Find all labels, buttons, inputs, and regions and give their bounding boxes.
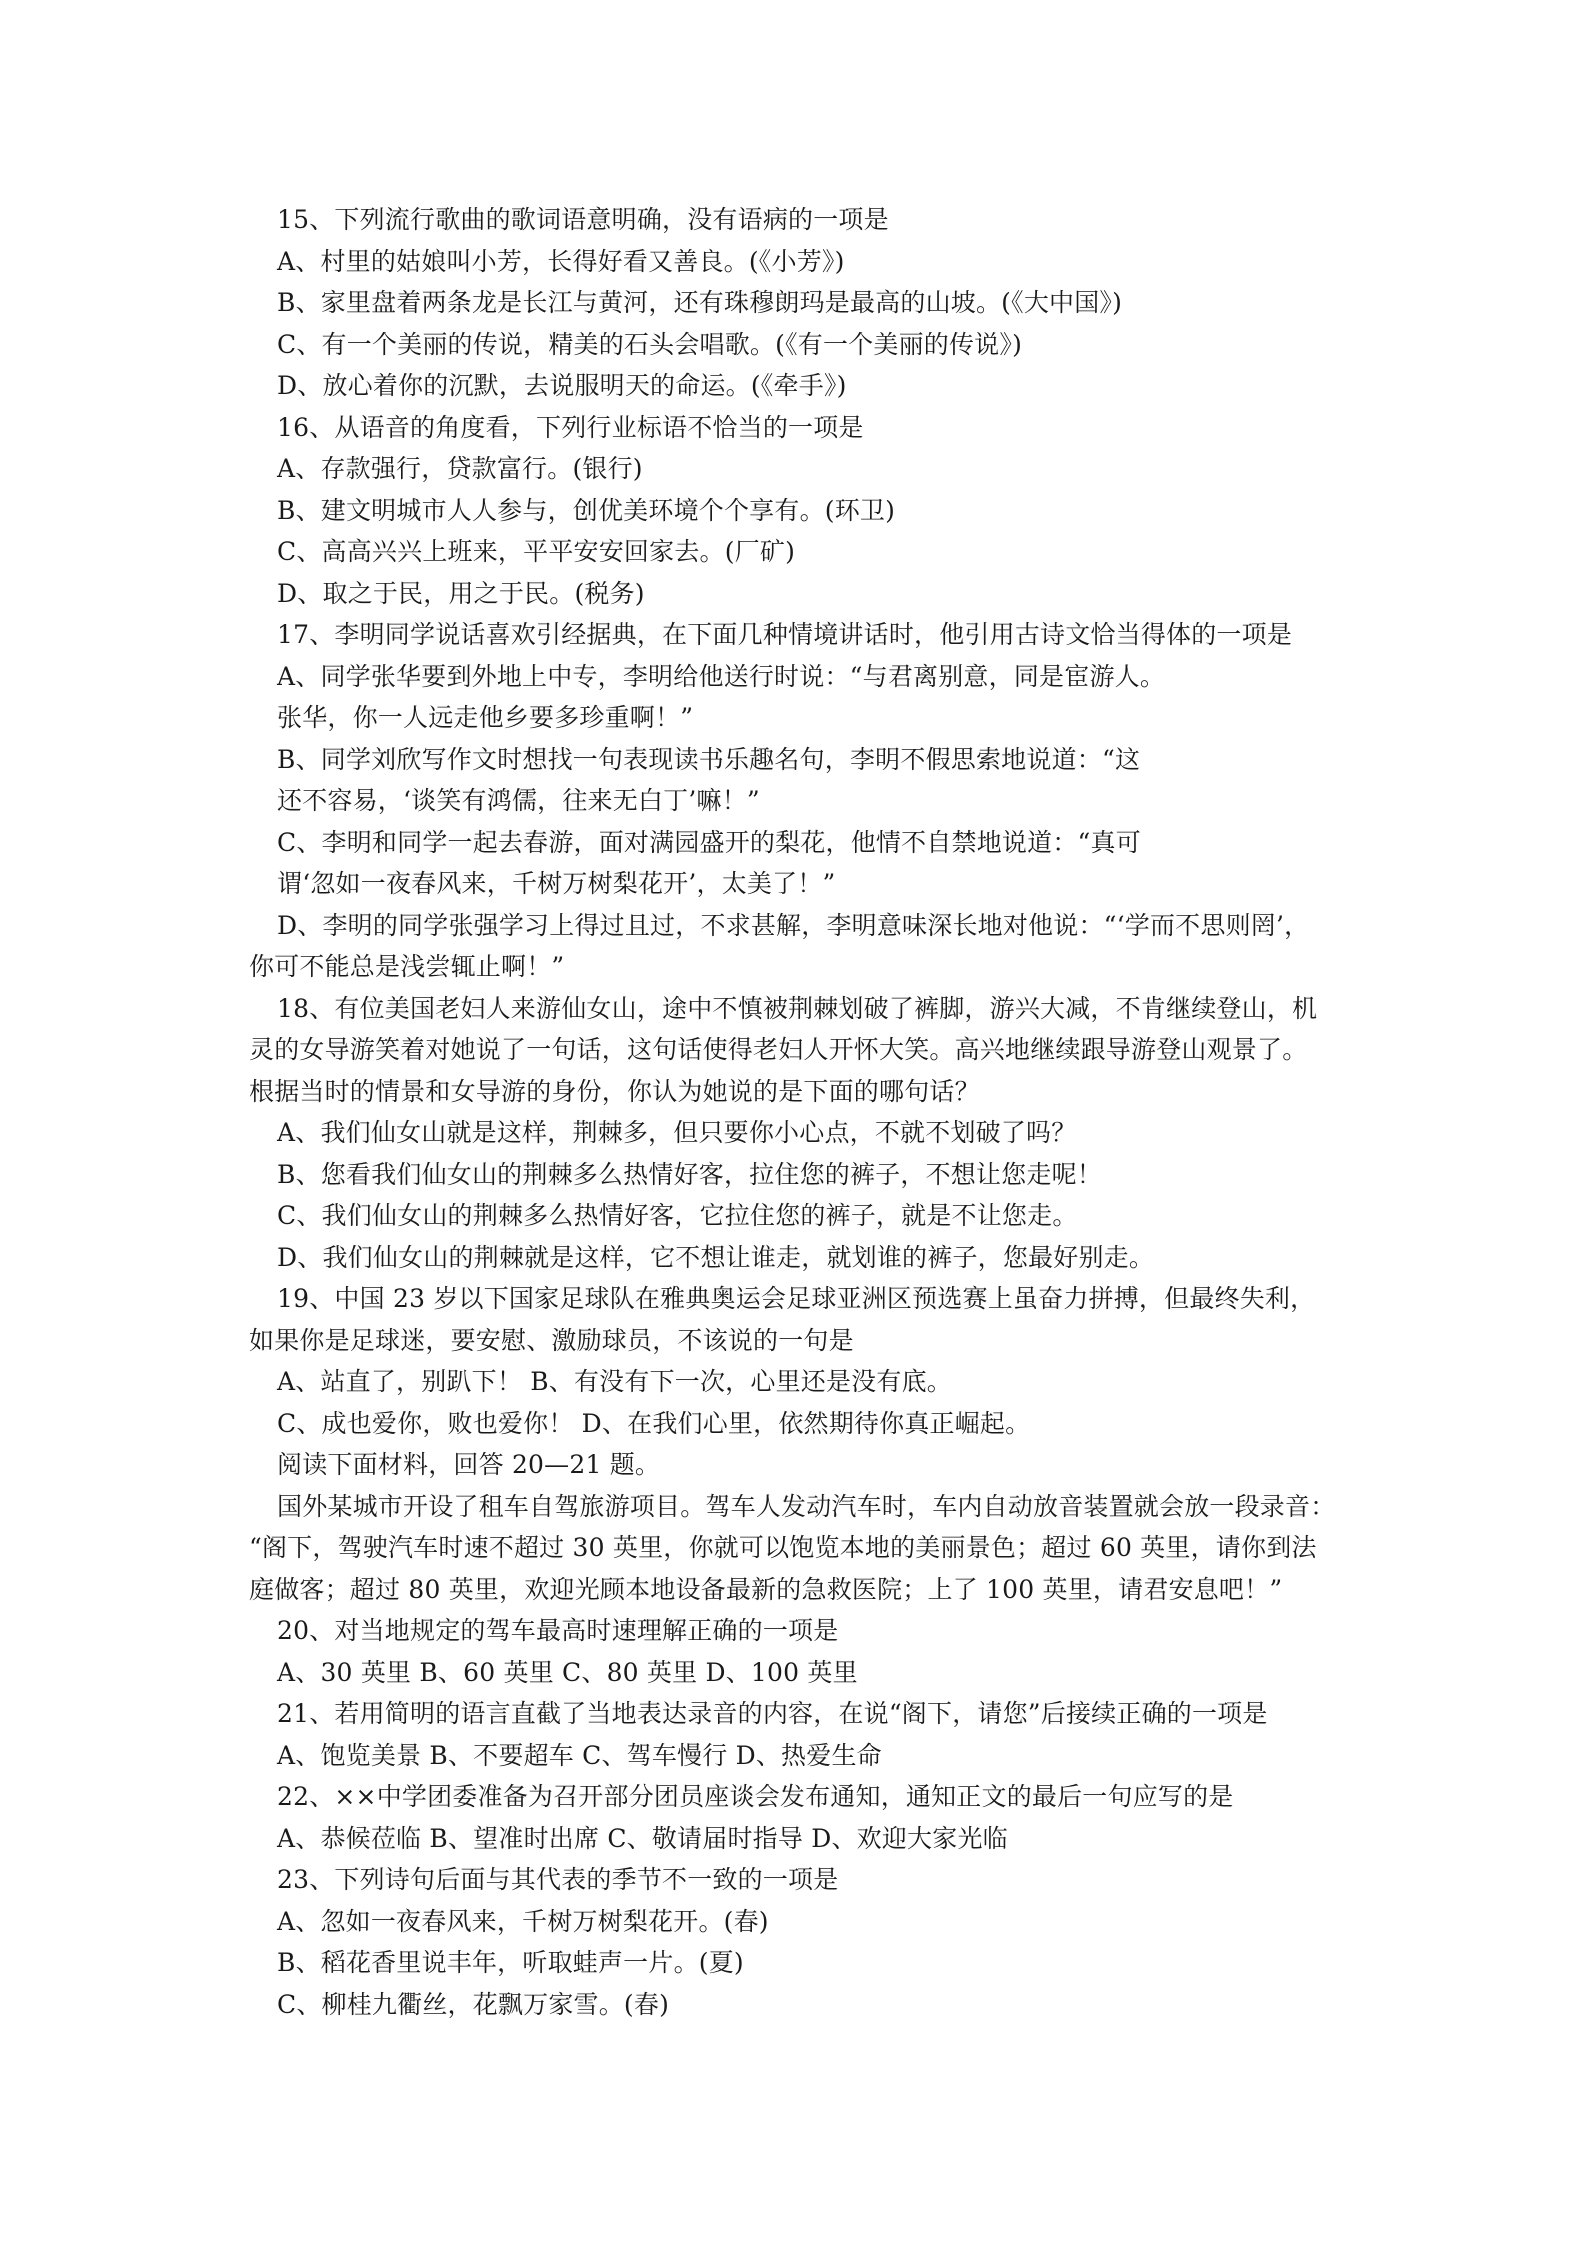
text-line: 庭做客；超过 80 英里，欢迎光顾本地设备最新的急救医院；上了 100 英里，请君安息吧！” [249, 1574, 1283, 1604]
text-line: C、我们仙女山的荆棘多么热情好客，它拉住您的裤子，就是不让您走。 [277, 1201, 1078, 1230]
text-line: B、您看我们仙女山的荆棘多么热情好客，拉住您的裤子，不想让您走呢！ [277, 1159, 1102, 1189]
text-line: 谓‘忽如一夜春风来，千树万树梨花开’，太美了！” [277, 869, 836, 898]
text-line: A、村里的姑娘叫小芳，长得好看又善良。(《小芳》) [277, 246, 845, 276]
text-line: C、有一个美丽的传说，精美的石头会唱歌。(《有一个美丽的传说》) [277, 329, 1023, 359]
text-line: 张华，你一人远走他乡要多珍重啊！” [277, 703, 694, 732]
text-line: 18、有位美国老妇人来游仙女山，途中不慎被荆棘划破了裤脚，游兴大减，不肯继续登山，机 [277, 993, 1318, 1023]
text-line: 还不容易，‘谈笑有鸿儒，往来无白丁’嘛！” [277, 786, 760, 815]
text-line: 如果你是足球迷，要安慰、激励球员，不该说的一句是 [249, 1325, 854, 1355]
text-line: 国外某城市开设了租车自驾旅游项目。驾车人发动汽车时，车内自动放音装置就会放一段录音： [277, 1491, 1336, 1521]
text-line: D、我们仙女山的荆棘就是这样，它不想让谁走，就划谁的裤子，您最好别走。 [277, 1242, 1155, 1272]
text-line: A、存款强行，贷款富行。(银行) [277, 454, 643, 483]
text-line: 19、中国 23 岁以下国家足球队在雅典奥运会足球亚洲区预选赛上虽奋力拼搏，但最终失利， [277, 1284, 1316, 1313]
text-line: D、取之于民，用之于民。(税务) [277, 578, 645, 608]
text-line: D、放心着你的沉默，去说服明天的命运。(《牵手》) [277, 371, 847, 400]
text-line: 20、对当地规定的驾车最高时速理解正确的一项是 [277, 1616, 839, 1645]
text-line: A、站直了，别趴下！ B、有没有下一次，心里还是没有底。 [277, 1367, 952, 1396]
text-line: A、饱览美景 B、不要超车 C、驾车慢行 D、热爱生命 [277, 1740, 882, 1770]
text-line: D、李明的同学张强学习上得过且过，不求甚解，李明意味深长地对他说：“‘学而不思则罔’， [277, 910, 1310, 940]
text-line: 15、下列流行歌曲的歌词语意明确，没有语病的一项是 [277, 205, 889, 234]
text-line: A、同学张华要到外地上中专，李明给他送行时说：“与君离别意，同是宦游人。 [277, 661, 1166, 691]
text-line: B、稻花香里说丰年，听取蛙声一片。(夏) [277, 1948, 744, 1977]
text-line: 22、××中学团委准备为召开部分团员座谈会发布通知，通知正文的最后一句应写的是 [277, 1782, 1234, 1811]
text-line: C、柳桂九衢丝，花飘万家雪。(春) [277, 1989, 670, 2019]
text-line: 16、从语音的角度看，下列行业标语不恰当的一项是 [277, 412, 864, 442]
text-line: B、建文明城市人人参与，创优美环境个个享有。(环卫) [277, 495, 896, 525]
text-line: C、成也爱你，败也爱你！ D、在我们心里，依然期待你真正崛起。 [277, 1408, 1031, 1438]
text-line: A、忽如一夜春风来，千树万树梨花开。(春) [277, 1906, 769, 1936]
text-line: “阁下，驾驶汽车时速不超过 30 英里，你就可以饱览本地的美丽景色；超过 60 英里，请你到法 [249, 1533, 1317, 1562]
text-line: 21、若用简明的语言直截了当地表达录音的内容，在说“阁下，请您”后接续正确的一项是 [277, 1699, 1268, 1728]
text-line: 你可不能总是浅尝辄止啊！” [249, 952, 565, 981]
text-line: 17、李明同学说话喜欢引经据典，在下面几种情境讲话时，他引用古诗文恰当得体的一项是 [277, 620, 1293, 649]
text-line: B、家里盘着两条龙是长江与黄河，还有珠穆朗玛是最高的山坡。(《大中国》) [277, 288, 1123, 317]
text-line: 23、下列诗句后面与其代表的季节不一致的一项是 [277, 1865, 839, 1894]
text-line: 阅读下面材料，回答 20—21 题。 [277, 1450, 661, 1479]
text-line: A、我们仙女山就是这样，荆棘多，但只要你小心点，不就不划破了吗？ [277, 1118, 1077, 1147]
text-line: B、同学刘欣写作文时想找一句表现读书乐趣名句，李明不假思索地说道：“这 [277, 744, 1141, 774]
text-line: C、李明和同学一起去春游，面对满园盛开的梨花，他情不自禁地说道：“真可 [277, 827, 1141, 857]
text-line: 灵的女导游笑着对她说了一句话，这句话使得老妇人开怀大笑。高兴地继续跟导游登山观景了。 [249, 1035, 1308, 1064]
text-line: C、高高兴兴上班来，平平安安回家去。(厂矿) [277, 537, 796, 566]
text-line: A、30 英里 B、60 英里 C、80 英里 D、100 英里 [277, 1657, 858, 1687]
text-line: 根据当时的情景和女导游的身份，你认为她说的是下面的哪句话？ [249, 1076, 980, 1106]
document-body [249, 199, 1394, 2025]
text-line: A、恭候莅临 B、望准时出席 C、敬请届时指导 D、欢迎大家光临 [277, 1823, 1008, 1853]
